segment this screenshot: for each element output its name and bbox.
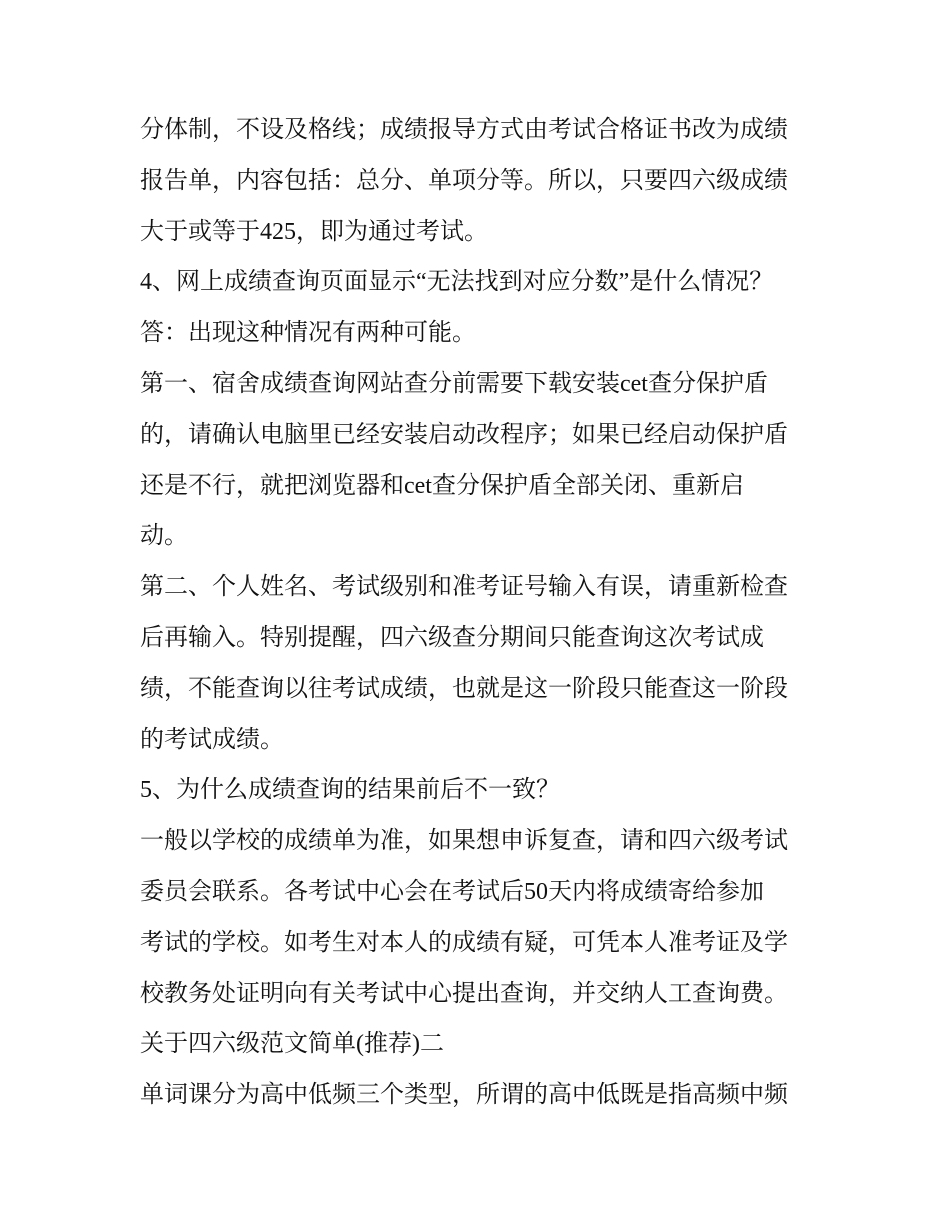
paragraph-line: 大于或等于425，即为通过考试。 <box>140 218 488 245</box>
paragraph-line: 第二、个人姓名、考试级别和准考证号输入有误，请重新检查 <box>140 574 788 601</box>
paragraph-line: 一般以学校的成绩单为准，如果想申诉复查，请和四六级考试 <box>140 828 788 855</box>
paragraph-line: 后再输入。特别提醒，四六级查分期间只能查询这次考试成 <box>140 624 764 651</box>
paragraph-line: 报告单，内容包括：总分、单项分等。所以，只要四六级成绩 <box>140 167 788 194</box>
paragraph-line: 的考试成绩。 <box>140 726 284 753</box>
paragraph-line: 动。 <box>140 523 188 550</box>
section-title: 关于四六级范文简单(推荐)二 <box>140 1031 444 1058</box>
paragraph-line: 的，请确认电脑里已经安装启动改程序；如果已经启动保护盾 <box>140 421 788 448</box>
document-body <box>140 105 840 1121</box>
paragraph-line: 分体制，不设及格线；成绩报导方式由考试合格证书改为成绩 <box>140 117 788 143</box>
paragraph-line: 答：出现这种情况有两种可能。 <box>140 320 476 347</box>
paragraph-line: 校教务处证明向有关考试中心提出查询，并交纳人工查询费。 <box>140 980 788 1007</box>
question-heading: 4、网上成绩查询页面显示“无法找到对应分数”是什么情况？ <box>140 269 774 296</box>
paragraph-line: 绩，不能查询以往考试成绩，也就是这一阶段只能查这一阶段 <box>140 675 788 702</box>
paragraph-line: 委员会联系。各考试中心会在考试后50天内将成绩寄给参加 <box>140 878 764 905</box>
paragraph-line: 第一、宿舍成绩查询网站查分前需要下载安装cet查分保护盾 <box>140 370 768 397</box>
paragraph-line: 考试的学校。如考生对本人的成绩有疑，可凭本人准考证及学 <box>140 929 788 956</box>
paragraph-line: 还是不行，就把浏览器和cet查分保护盾全部关闭、重新启 <box>140 472 744 499</box>
question-heading: 5、为什么成绩查询的结果前后不一致？ <box>140 777 560 804</box>
paragraph-line: 单词课分为高中低频三个类型，所谓的高中低既是指高频中频 <box>140 1082 788 1109</box>
